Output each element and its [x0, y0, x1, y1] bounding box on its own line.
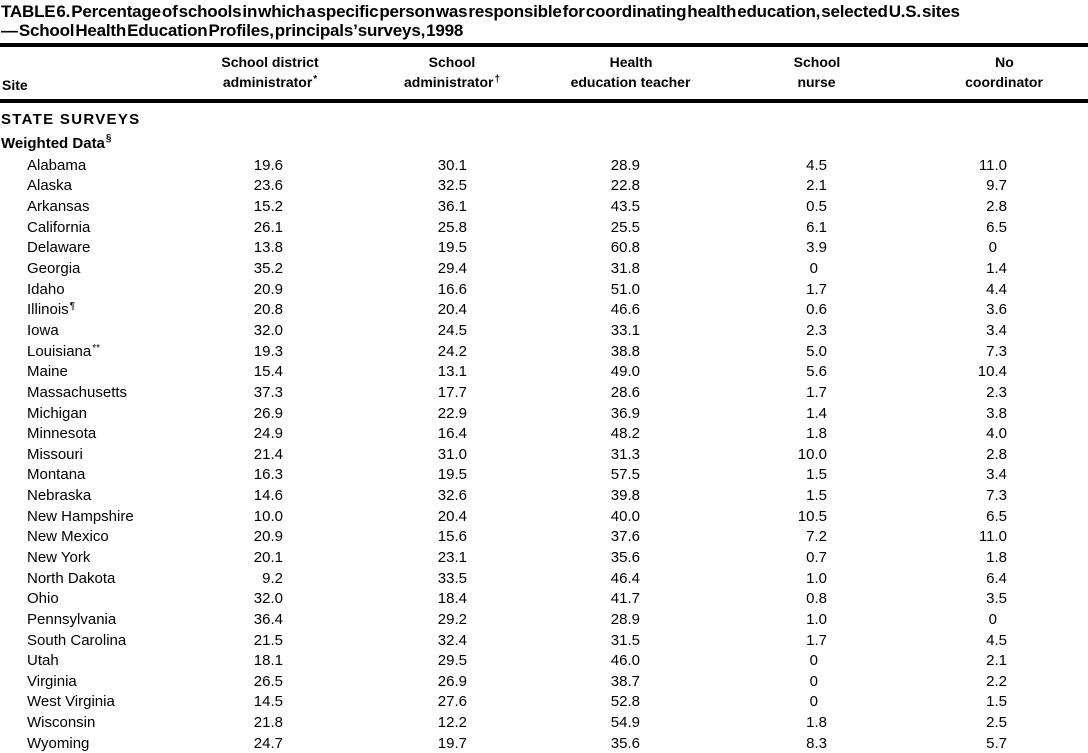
value-cell: 0	[809, 652, 818, 670]
value-cell: 1.8	[806, 714, 827, 732]
value-cell: 29.2	[437, 610, 467, 628]
site-name: Idaho	[27, 280, 65, 298]
site-name: Delaware	[27, 239, 91, 257]
value-cell: 16.3	[253, 466, 283, 484]
value-cell: 31.5	[610, 631, 640, 649]
value-cell: 8.3	[806, 734, 827, 752]
value-cell: 19.6	[253, 156, 283, 174]
value-cell: 46.0	[610, 652, 640, 670]
table-title	[0, 0, 1088, 40]
value-cell: 51.0	[610, 280, 640, 298]
value-cell: 4.4	[986, 280, 1007, 298]
table-row	[0, 692, 1088, 713]
value-cell: 3.4	[986, 321, 1007, 339]
value-cell: 28.6	[610, 383, 640, 401]
value-cell: 6.4	[986, 569, 1007, 587]
value-cell: 28.9	[610, 156, 640, 174]
value-cell: 28.9	[610, 610, 640, 628]
value-cell: 24.9	[253, 425, 283, 443]
value-cell: 38.8	[610, 342, 640, 360]
table-row	[0, 279, 1088, 300]
value-cell: 10.0	[253, 507, 283, 525]
value-cell: 17.7	[437, 383, 467, 401]
value-cell: 5.7	[986, 734, 1007, 752]
value-cell: 33.1	[610, 321, 640, 339]
value-cell: 3.9	[806, 239, 827, 257]
value-cell: 46.4	[610, 569, 640, 587]
site-name: Virginia	[27, 672, 77, 690]
value-cell: 0	[809, 260, 818, 278]
value-cell: 29.5	[437, 652, 467, 670]
table-row	[0, 650, 1088, 671]
value-cell: 10.0	[797, 445, 827, 463]
column-header-row	[0, 47, 1088, 99]
value-cell: 4.5	[986, 631, 1007, 649]
table-row	[0, 630, 1088, 651]
value-cell: 19.3	[253, 342, 283, 360]
column-header-health-education-teacher: Health education teacher	[570, 54, 691, 90]
value-cell: 2.5	[986, 714, 1007, 732]
value-cell: 1.5	[806, 487, 827, 505]
site-name: Maine	[27, 363, 68, 381]
site-name: New Mexico	[27, 528, 109, 546]
value-cell: 27.6	[437, 693, 467, 711]
table-row	[0, 465, 1088, 486]
value-cell: 35.6	[610, 734, 640, 752]
value-cell: 1.7	[806, 383, 827, 401]
value-cell: 1.7	[806, 280, 827, 298]
value-cell: 3.4	[986, 466, 1007, 484]
value-cell: 7.3	[986, 342, 1007, 360]
value-cell: 31.3	[610, 445, 640, 463]
value-cell: 37.3	[253, 383, 283, 401]
value-cell: 32.6	[437, 487, 467, 505]
value-cell: 13.1	[437, 363, 467, 381]
table-body	[0, 103, 1088, 753]
site-name: Arkansas	[27, 198, 90, 216]
value-cell: 23.6	[253, 177, 283, 195]
value-cell: 1.0	[806, 569, 827, 587]
value-cell: 1.5	[806, 466, 827, 484]
site-name: Minnesota	[27, 425, 97, 443]
value-cell: 20.4	[437, 507, 467, 525]
table-row	[0, 444, 1088, 465]
value-cell: 9.2	[262, 569, 283, 587]
value-cell: 1.0	[806, 610, 827, 628]
value-cell: 32.0	[253, 321, 283, 339]
table-row	[0, 568, 1088, 589]
table-row	[0, 382, 1088, 403]
table-title-line1: TABLE 6. Percentage of schools in which a specific person was responsible for coordinating health education, selected U.S. sites	[1, 2, 960, 21]
column-header-school-district-administrator: School district administrator*	[221, 54, 319, 90]
value-cell: 16.4	[437, 425, 467, 443]
value-cell: 19.7	[437, 734, 467, 752]
site-name: Pennsylvania	[27, 610, 117, 628]
value-cell: 36.4	[253, 610, 283, 628]
column-header-school-administrator: School administrator†	[403, 54, 501, 90]
site-name: Wisconsin	[27, 714, 96, 732]
value-cell: 9.7	[986, 177, 1007, 195]
value-cell: 6.5	[986, 507, 1007, 525]
value-cell: 21.4	[253, 445, 283, 463]
table-row	[0, 733, 1088, 753]
table-row	[0, 196, 1088, 217]
site-name: West Virginia	[27, 693, 115, 711]
value-cell: 48.2	[610, 425, 640, 443]
value-cell: 31.8	[610, 260, 640, 278]
table-row	[0, 506, 1088, 527]
value-cell: 21.8	[253, 714, 283, 732]
value-cell: 5.0	[806, 342, 827, 360]
value-cell: 23.1	[437, 548, 467, 566]
footnote-marker-section-sign: §	[105, 132, 112, 144]
value-cell: 25.8	[437, 218, 467, 236]
value-cell: 2.2	[986, 672, 1007, 690]
site-name: Utah	[27, 652, 59, 670]
value-cell: 0	[809, 693, 818, 711]
value-cell: 2.1	[806, 177, 827, 195]
value-cell: 40.0	[610, 507, 640, 525]
table-row	[0, 527, 1088, 548]
value-cell: 20.1	[253, 548, 283, 566]
value-cell: 2.8	[986, 198, 1007, 216]
value-cell: 7.3	[986, 487, 1007, 505]
table-row	[0, 320, 1088, 341]
column-header-site	[0, 75, 185, 95]
value-cell: 12.2	[437, 714, 467, 732]
footnote-marker-asterisk: *	[313, 74, 318, 85]
value-cell: 6.5	[986, 218, 1007, 236]
value-cell: 36.1	[437, 198, 467, 216]
value-cell: 6.1	[806, 218, 827, 236]
value-cell: 0.5	[806, 198, 827, 216]
value-cell: 36.9	[610, 404, 640, 422]
value-cell: 57.5	[610, 466, 640, 484]
value-cell: 1.7	[806, 631, 827, 649]
site-name: Iowa	[27, 321, 59, 339]
value-cell: 15.2	[253, 198, 283, 216]
value-cell: 2.3	[806, 321, 827, 339]
footnote-marker-dagger: †	[494, 74, 501, 85]
value-cell: 24.7	[253, 734, 283, 752]
value-cell: 13.8	[253, 239, 283, 257]
value-cell: 0	[988, 239, 997, 257]
table-row	[0, 258, 1088, 279]
site-name: California	[27, 218, 91, 236]
value-cell: 41.7	[610, 590, 640, 608]
table-row	[0, 712, 1088, 733]
table-row	[0, 403, 1088, 424]
table-row	[0, 361, 1088, 382]
value-cell: 2.8	[986, 445, 1007, 463]
column-header-no-coordinator: No coordinator	[965, 54, 1043, 90]
value-cell: 5.6	[806, 363, 827, 381]
site-name: New York	[27, 548, 91, 566]
value-cell: 0.7	[806, 548, 827, 566]
column-header-site-label: Site	[2, 77, 28, 93]
value-cell: 16.6	[437, 280, 467, 298]
value-cell: 46.6	[610, 301, 640, 319]
site-name: Illinois	[27, 301, 69, 319]
table-row	[0, 155, 1088, 176]
value-cell: 24.2	[437, 342, 467, 360]
table-row	[0, 217, 1088, 238]
section-heading-state-surveys: STATE SURVEYS	[1, 110, 141, 128]
column-header-school-nurse: School nurse	[793, 54, 841, 90]
table-title-line2: — School Health Education Profiles, principals’ surveys, 1998	[1, 21, 464, 40]
value-cell: 37.6	[610, 528, 640, 546]
value-cell: 19.5	[437, 239, 467, 257]
table-row	[0, 238, 1088, 259]
value-cell: 0.8	[806, 590, 827, 608]
value-cell: 14.6	[253, 487, 283, 505]
site-sup: **	[92, 342, 101, 354]
site-name: Louisiana	[27, 342, 92, 360]
value-cell: 35.2	[253, 260, 283, 278]
site-name: Alabama	[27, 156, 87, 174]
value-cell: 43.5	[610, 198, 640, 216]
value-cell: 20.9	[253, 280, 283, 298]
value-cell: 0	[809, 672, 818, 690]
site-name: Michigan	[27, 404, 88, 422]
value-cell: 0.6	[806, 301, 827, 319]
value-cell: 22.8	[610, 177, 640, 195]
value-cell: 32.5	[437, 177, 467, 195]
table-row	[0, 609, 1088, 630]
site-name: Alaska	[27, 177, 73, 195]
value-cell: 25.5	[610, 218, 640, 236]
site-name: New Hampshire	[27, 507, 134, 525]
value-cell: 33.5	[437, 569, 467, 587]
site-name: Montana	[27, 466, 86, 484]
site-name: North Dakota	[27, 569, 116, 587]
value-cell: 20.9	[253, 528, 283, 546]
value-cell: 7.2	[806, 528, 827, 546]
value-cell: 19.5	[437, 466, 467, 484]
table-row	[0, 547, 1088, 568]
value-cell: 49.0	[610, 363, 640, 381]
value-cell: 32.0	[253, 590, 283, 608]
table-row	[0, 299, 1088, 320]
value-cell: 26.1	[253, 218, 283, 236]
value-cell: 39.8	[610, 487, 640, 505]
value-cell: 11.0	[978, 156, 1007, 174]
table-row	[0, 176, 1088, 197]
site-sup: ¶	[69, 301, 76, 313]
value-cell: 26.9	[437, 672, 467, 690]
value-cell: 15.4	[253, 363, 283, 381]
value-cell: 26.9	[253, 404, 283, 422]
value-cell: 2.3	[986, 383, 1007, 401]
value-cell: 54.9	[610, 714, 640, 732]
value-cell: 31.0	[437, 445, 467, 463]
value-cell: 1.8	[986, 548, 1007, 566]
table-row	[0, 485, 1088, 506]
value-cell: 0	[988, 610, 997, 628]
value-cell: 18.4	[437, 590, 467, 608]
value-cell: 22.9	[437, 404, 467, 422]
value-cell: 10.4	[977, 363, 1007, 381]
site-name: Nebraska	[27, 487, 92, 505]
value-cell: 24.5	[437, 321, 467, 339]
value-cell: 20.8	[253, 301, 283, 319]
value-cell: 4.0	[986, 425, 1007, 443]
value-cell: 1.4	[806, 404, 827, 422]
value-cell: 15.6	[437, 528, 467, 546]
value-cell: 3.6	[986, 301, 1007, 319]
value-cell: 30.1	[437, 156, 467, 174]
value-cell: 26.5	[253, 672, 283, 690]
site-name: Ohio	[27, 590, 59, 608]
value-cell: 38.7	[610, 672, 640, 690]
value-cell: 1.4	[986, 260, 1007, 278]
table-row	[0, 341, 1088, 362]
site-name: Wyoming	[27, 734, 90, 752]
table-row	[0, 671, 1088, 692]
value-cell: 29.4	[437, 260, 467, 278]
table-row	[0, 588, 1088, 609]
value-cell: 21.5	[253, 631, 283, 649]
value-cell: 10.5	[797, 507, 827, 525]
value-cell: 52.8	[610, 693, 640, 711]
site-name: Missouri	[27, 445, 83, 463]
table-row	[0, 423, 1088, 444]
value-cell: 4.5	[806, 156, 827, 174]
site-name: Massachusetts	[27, 383, 128, 401]
value-cell: 3.5	[986, 590, 1007, 608]
value-cell: 3.8	[986, 404, 1007, 422]
value-cell: 35.6	[610, 548, 640, 566]
value-cell: 11.0	[978, 528, 1007, 546]
value-cell: 14.5	[253, 693, 283, 711]
value-cell: 60.8	[610, 239, 640, 257]
section-heading-weighted-data: Weighted Data §	[1, 132, 112, 152]
value-cell: 2.1	[986, 652, 1007, 670]
value-cell: 18.1	[253, 652, 283, 670]
value-cell: 1.8	[806, 425, 827, 443]
value-cell: 1.5	[986, 693, 1007, 711]
site-name: Georgia	[27, 260, 81, 278]
value-cell: 32.4	[437, 631, 467, 649]
value-cell: 20.4	[437, 301, 467, 319]
site-name: South Carolina	[27, 631, 127, 649]
